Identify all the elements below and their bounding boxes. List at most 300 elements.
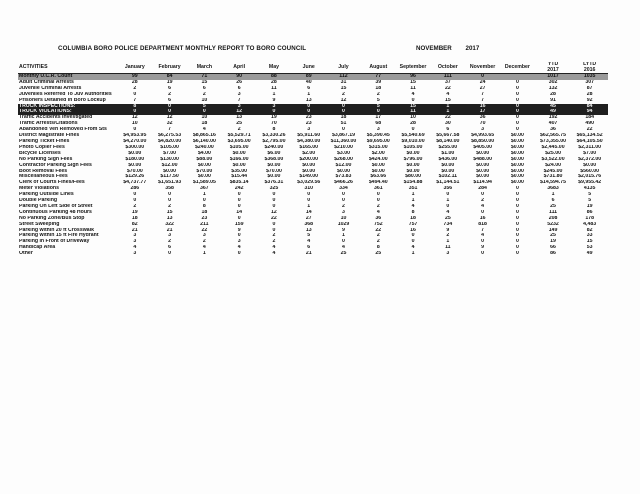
column-header: February (158, 64, 181, 70)
table-cell: 25 (375, 251, 382, 257)
table-cell: $3,695.00 (227, 138, 251, 144)
table-cell: 13 (236, 115, 243, 121)
table-cell: 0 (515, 115, 519, 121)
table-cell: 0 (481, 192, 485, 198)
table-cell: 112 (326, 74, 361, 80)
table-cell: 14 (305, 209, 312, 215)
table-cell: $0.00 (476, 168, 490, 174)
table-cell: 14 (236, 209, 243, 215)
table-cell: $3,522.00 (541, 156, 565, 162)
row-label: Parking in Front of Driveway (19, 239, 90, 245)
table-cell: 0 (168, 192, 172, 198)
table-cell: $0.00 (406, 168, 420, 174)
table-cell: 13 (305, 97, 312, 103)
table-cell: 24 (479, 79, 486, 85)
table-cell: $2,795.00 (262, 138, 286, 144)
table-cell: 4 (342, 245, 345, 251)
table-cell: 8 (117, 104, 152, 110)
table-cell: $0.00 (128, 150, 142, 156)
table-cell: 0 (515, 198, 519, 204)
table-cell: 94 (571, 109, 608, 115)
table-cell: 3 (237, 239, 241, 245)
table-cell: 1 (551, 192, 555, 198)
table-cell: 16 (410, 227, 416, 233)
row-label: District Magistrate Fines (19, 133, 80, 139)
table-cell: $2,015.76 (578, 174, 602, 180)
table-cell: 1 (411, 192, 415, 198)
table-cell: 87 (586, 85, 593, 91)
table-cell: 9 (237, 227, 241, 233)
table-cell: 5 (187, 104, 222, 110)
table-cell: 22 (201, 227, 208, 233)
column-header: November (469, 64, 496, 70)
table-cell: $62,565.75 (540, 133, 567, 139)
table-cell: $3,330.26 (262, 133, 286, 139)
table-cell: 3 (168, 233, 172, 239)
table-cell: 12 (166, 115, 173, 121)
table-cell: 0 (117, 109, 152, 115)
table-cell: 12 (131, 115, 138, 121)
report-month: NOVEMBER (416, 45, 452, 52)
table-cell: $0.00 (371, 162, 385, 168)
table-cell: $0.00 (510, 162, 524, 168)
table-cell: 5 (361, 104, 396, 110)
table-cell: $4,380.00 (297, 138, 321, 144)
table-cell: 18 (375, 85, 382, 91)
table-cell: 13 (305, 227, 312, 233)
table-cell: 31 (340, 79, 347, 85)
table-cell: 0 (237, 233, 241, 239)
table-cell: $0.00 (197, 174, 211, 180)
table-cell: 0 (272, 192, 276, 198)
table-cell: 4 (202, 127, 206, 133)
table-cell: $0.00 (406, 162, 420, 168)
table-cell: $488.00 (473, 156, 492, 162)
table-cell: 15 (586, 239, 593, 245)
table-cell: 3 (446, 251, 450, 257)
table-cell: 7 (168, 127, 172, 133)
row-label: Parking Ticket Fines (19, 138, 70, 144)
table-cell: 0 (272, 227, 276, 233)
table-cell: 7 (133, 97, 137, 103)
table-cell: $25.00 (545, 150, 561, 156)
table-cell: 10 (131, 121, 138, 127)
table-cell: 1035 (571, 74, 608, 80)
table-cell: 10 (410, 115, 416, 121)
table-cell: 0 (515, 221, 519, 227)
table-cell: 2 (481, 198, 485, 204)
table-cell: 0 (152, 104, 187, 110)
table-cell: 21 (305, 251, 312, 257)
table-cell: $255.00 (438, 144, 458, 150)
table-cell: 0 (515, 85, 519, 91)
table-cell: $0.00 (583, 162, 597, 168)
table-cell: 302 (548, 79, 558, 85)
table-cell: 0 (411, 239, 415, 245)
row-label: Other (19, 251, 33, 257)
table-cell: 4 (272, 251, 276, 257)
table-cell: 0 (272, 203, 276, 209)
table-cell: $200.00 (299, 156, 319, 162)
table-cell: $70.00 (126, 168, 143, 174)
table-cell: $2.00 (371, 150, 385, 156)
table-cell: 3 (307, 127, 311, 133)
table-cell: 367 (200, 186, 209, 192)
table-cell: 4 (376, 209, 380, 215)
table-cell: 159 (234, 221, 244, 227)
table-cell: 1 (342, 233, 345, 239)
table-cell: 68 (375, 121, 382, 127)
column-header: April (233, 64, 246, 70)
table-cell: 3 (133, 251, 137, 257)
table-cell: 1029 (337, 221, 350, 227)
table-cell: $7.00 (163, 150, 177, 156)
table-cell: $8,140.00 (436, 138, 460, 144)
table-cell: 39 (375, 79, 382, 85)
table-cell: $149.00 (299, 174, 319, 180)
table-cell: 77 (361, 74, 396, 80)
table-cell: 0 (133, 91, 137, 97)
table-cell: $796.00 (403, 156, 423, 162)
table-cell: $88.00 (196, 156, 213, 162)
table-cell: $4,270.00 (123, 138, 147, 144)
column-header: May (268, 64, 279, 70)
row-label: Adult Criminal Arrests (19, 79, 74, 85)
column-header: October (437, 64, 458, 70)
table-cell: 0 (515, 245, 519, 251)
table-cell: 6 (237, 85, 241, 91)
table-cell: $114.94 (473, 180, 492, 186)
table-cell: 3 (237, 91, 241, 97)
table-cell: $0.00 (510, 174, 524, 180)
row-label: Juveniles Referred To Juv Authorities (19, 91, 112, 97)
table-cell: 0 (376, 192, 380, 198)
table-cell: 1 (202, 192, 206, 198)
table-cell: 26 (236, 79, 243, 85)
table-cell: 10 (340, 215, 347, 221)
row-label: Street Sweeping (19, 221, 60, 227)
table-cell: 0 (515, 233, 519, 239)
table-cell: 2 (133, 203, 137, 209)
table-cell: 0 (515, 215, 519, 221)
table-cell: $117.50 (160, 174, 179, 180)
table-cell: $165.00 (299, 144, 319, 150)
table-cell: 27 (479, 85, 486, 91)
table-cell: 96 (396, 74, 431, 80)
row-label: Photo Copier Fees (19, 144, 65, 150)
table-cell: 28 (131, 79, 138, 85)
table-cell: 6 (307, 85, 311, 91)
table-cell: 7 (481, 91, 485, 97)
table-cell: 6 (551, 198, 555, 204)
table-cell: 12 (340, 97, 347, 103)
table-cell: 1 (430, 104, 465, 110)
table-cell: 19 (271, 115, 277, 121)
column-header: January (124, 64, 145, 70)
row-label: Juvenile Criminal Arrests (19, 85, 82, 91)
table-cell: $70.00 (265, 168, 282, 174)
table-cell: 0 (272, 198, 276, 204)
table-cell: 286 (130, 186, 140, 192)
table-cell: 4 (411, 203, 415, 209)
table-cell: $0.00 (510, 180, 524, 186)
table-cell: $0.00 (441, 162, 455, 168)
table-cell: 0 (515, 227, 519, 233)
table-cell: 4 (481, 233, 485, 239)
table-cell: $64,105.50 (576, 138, 603, 144)
table-cell: $0.00 (197, 162, 211, 168)
table-cell: 18 (340, 115, 347, 121)
row-label: Parking Outside Lines (19, 192, 74, 198)
table-cell: 6 (168, 245, 172, 251)
table-cell: 0 (515, 239, 519, 245)
table-cell: 91 (550, 97, 556, 103)
table-cell: 211 (200, 221, 209, 227)
table-cell: 2 (446, 233, 450, 239)
table-cell: 7 (237, 97, 241, 103)
table-cell: $2.00 (302, 150, 316, 156)
table-cell: $268.00 (334, 156, 353, 162)
table-cell: 3 (202, 233, 206, 239)
table-cell: 5 (588, 192, 592, 198)
table-cell: 0 (515, 79, 519, 85)
table-cell: 11 (271, 85, 277, 91)
table-cell: $80.00 (405, 174, 421, 180)
row-label: Parking On Left Side of Street (19, 203, 93, 209)
table-cell: 734 (443, 221, 453, 227)
table-cell: 6 (168, 85, 172, 91)
table-cell: 0 (465, 74, 500, 80)
table-cell: $0.00 (406, 150, 420, 156)
column-header: LYTD 2016 (583, 62, 597, 73)
table-cell: 12 (222, 109, 257, 115)
table-cell: 0 (515, 127, 519, 133)
table-cell: $466.26 (334, 180, 353, 186)
table-cell: $210.00 (334, 144, 353, 150)
table-cell: 6 (307, 245, 311, 251)
table-cell: $405.00 (473, 144, 492, 150)
table-cell: 0 (411, 97, 415, 103)
table-cell: 11 (396, 109, 431, 115)
table-cell: $6,140.00 (192, 138, 216, 144)
table-cell: 7 (481, 227, 485, 233)
row-label: No Parking Zone/Bus Stop (19, 215, 85, 221)
table-cell: 356 (443, 186, 453, 192)
table-cell: 15 (444, 97, 451, 103)
table-cell: 310 (304, 186, 314, 192)
table-cell: 1 (307, 203, 311, 209)
table-cell: 5 (588, 198, 592, 204)
table-cell: 1 (411, 251, 415, 257)
report-year: 2017 (465, 45, 480, 52)
table-cell: $4,737.77 (123, 180, 147, 186)
table-cell: 17 (375, 115, 382, 121)
table-cell: 8 (272, 127, 276, 133)
table-cell: $0.00 (476, 162, 490, 168)
table-cell: 19 (166, 79, 173, 85)
table-cell: 757 (408, 221, 418, 227)
table-cell: 322 (165, 221, 174, 227)
table-cell: $5,390.45 (366, 133, 390, 139)
table-cell: 45 (535, 104, 572, 110)
table-cell: $1,144.51 (436, 180, 460, 186)
table-cell: 21 (131, 227, 138, 233)
table-cell: 84 (152, 74, 187, 80)
table-cell: 86 (550, 251, 556, 257)
table-cell: 0 (515, 251, 519, 257)
table-cell: $0.00 (232, 150, 246, 156)
table-cell: 2 (376, 91, 380, 97)
table-cell: 28 (271, 79, 277, 85)
table-cell: 3 (133, 239, 137, 245)
table-cell: 0 (237, 203, 241, 209)
table-cell: 361 (373, 186, 383, 192)
table-cell: $436.00 (438, 156, 458, 162)
table-cell: $63.66 (370, 174, 387, 180)
table-cell: 0 (500, 104, 535, 110)
row-label: Miscellaneous Fees (19, 174, 68, 180)
table-cell: 25 (550, 203, 556, 209)
table-cell: 0 (411, 233, 415, 239)
table-cell: 9 (446, 227, 450, 233)
table-cell: 1 (411, 198, 415, 204)
table-cell: $65,134.52 (576, 133, 603, 139)
table-cell: 184 (585, 115, 594, 121)
column-header: March (196, 64, 212, 70)
row-label: Handicap Area (19, 245, 56, 251)
table-cell: 4 (481, 203, 485, 209)
table-cell: 6 (446, 127, 450, 133)
table-cell: 242 (234, 186, 244, 192)
table-cell: 0 (515, 192, 519, 198)
column-header: June (302, 64, 315, 70)
table-cell: $6,275.53 (158, 133, 182, 139)
table-cell: 0 (237, 215, 241, 221)
table-cell: $7.00 (583, 150, 597, 156)
table-cell: 178 (585, 215, 594, 221)
table-cell: $2,311.00 (578, 144, 602, 150)
table-cell: 0 (500, 109, 535, 115)
table-cell: 351 (408, 186, 418, 192)
table-cell: 4135 (583, 186, 596, 192)
table-cell: $8,865.16 (192, 133, 216, 139)
table-cell: $376.31 (264, 180, 284, 186)
table-cell: 0 (342, 239, 345, 245)
table-cell: 25 (340, 251, 347, 257)
table-cell: $73.83 (335, 174, 352, 180)
table-cell: $166.00 (229, 156, 249, 162)
table-cell: $35.00 (231, 168, 248, 174)
table-cell: 1 (272, 91, 276, 97)
table-cell: 23 (305, 115, 312, 121)
table-cell: 325 (269, 186, 279, 192)
table-cell: 71 (187, 74, 222, 80)
table-cell: 3683 (547, 186, 559, 192)
activity-table (18, 62, 608, 257)
table-cell: 7 (481, 97, 485, 103)
table-cell: 0 (133, 198, 137, 204)
table-cell: 2 (202, 91, 206, 97)
table-cell: 25 (444, 215, 451, 221)
table-cell: 8 (202, 203, 206, 209)
table-cell: 4,483 (583, 221, 597, 227)
table-cell: $9,010.00 (401, 138, 425, 144)
table-cell: 0 (515, 97, 519, 103)
table-cell: $315.00 (368, 144, 388, 150)
table-cell: $73,355.00 (540, 138, 567, 144)
table-cell: 5232 (547, 221, 559, 227)
table-cell: $3.00 (336, 150, 350, 156)
table-cell: 22 (271, 215, 277, 221)
table-cell: 40 (305, 79, 312, 85)
table-cell: 3 (376, 127, 380, 133)
report-period (416, 45, 479, 52)
table-cell: $0.00 (441, 168, 455, 174)
row-label: Traffic Arrests/Citations (19, 121, 78, 127)
table-cell: 4 (411, 91, 415, 97)
table-cell: 1 (307, 91, 311, 97)
table-cell: 0 (237, 198, 241, 204)
table-cell: 0 (515, 91, 519, 97)
table-cell: $368.00 (264, 156, 284, 162)
table-cell: 407 (548, 121, 558, 127)
table-cell: $245.00 (543, 168, 563, 174)
row-label: Bicycle Licenses (19, 150, 61, 156)
row-label: Prisoners Detained in Boro Lockup (19, 97, 106, 103)
table-cell: 2 (133, 85, 137, 91)
table-cell: $4.00 (197, 150, 211, 156)
row-label: Monthly U.C.R. Count (18, 74, 117, 80)
column-header: July (338, 64, 349, 70)
table-cell: 358 (165, 186, 174, 192)
table-cell: $24.00 (545, 162, 561, 168)
table-cell: 16 (479, 215, 486, 221)
table-cell: $3,029.56 (297, 180, 321, 186)
table-cell: $0.00 (510, 138, 524, 144)
table-cell: 0 (326, 104, 361, 110)
table-cell: $0.00 (302, 168, 316, 174)
table-cell: 284 (478, 186, 487, 192)
table-row (18, 251, 608, 257)
table-cell: 53 (586, 245, 593, 251)
table-cell: 49 (535, 109, 572, 115)
table-cell: 208 (548, 215, 558, 221)
row-label: Continuous Parking 48 Hours (19, 209, 92, 215)
table-cell: 15 (396, 104, 431, 110)
table-cell: 3 (257, 104, 292, 110)
table-cell: 37 (444, 79, 451, 85)
table-cell: 0 (515, 209, 519, 215)
table-cell: 4 (202, 245, 206, 251)
table-cell: $0.00 (476, 150, 490, 156)
table-cell: 0 (202, 198, 206, 204)
table-cell: 2 (168, 91, 172, 97)
table-cell: 16 (465, 104, 500, 110)
table-cell: 1 (430, 109, 465, 115)
table-cell: 6 (168, 97, 172, 103)
table-cell: 15 (166, 209, 173, 215)
table-cell: $105.00 (160, 144, 179, 150)
table-cell: 0 (307, 192, 311, 198)
table-cell: $70.00 (196, 168, 213, 174)
row-label: TRUCK VIOLATIONS: (18, 109, 117, 115)
table-cell: $0.00 (371, 168, 385, 174)
table-cell: 36 (479, 115, 486, 121)
table-cell: 82 (131, 221, 138, 227)
table-cell: 70 (479, 121, 486, 127)
table-cell: 51 (340, 121, 347, 127)
table-cell: $0.00 (510, 150, 524, 156)
